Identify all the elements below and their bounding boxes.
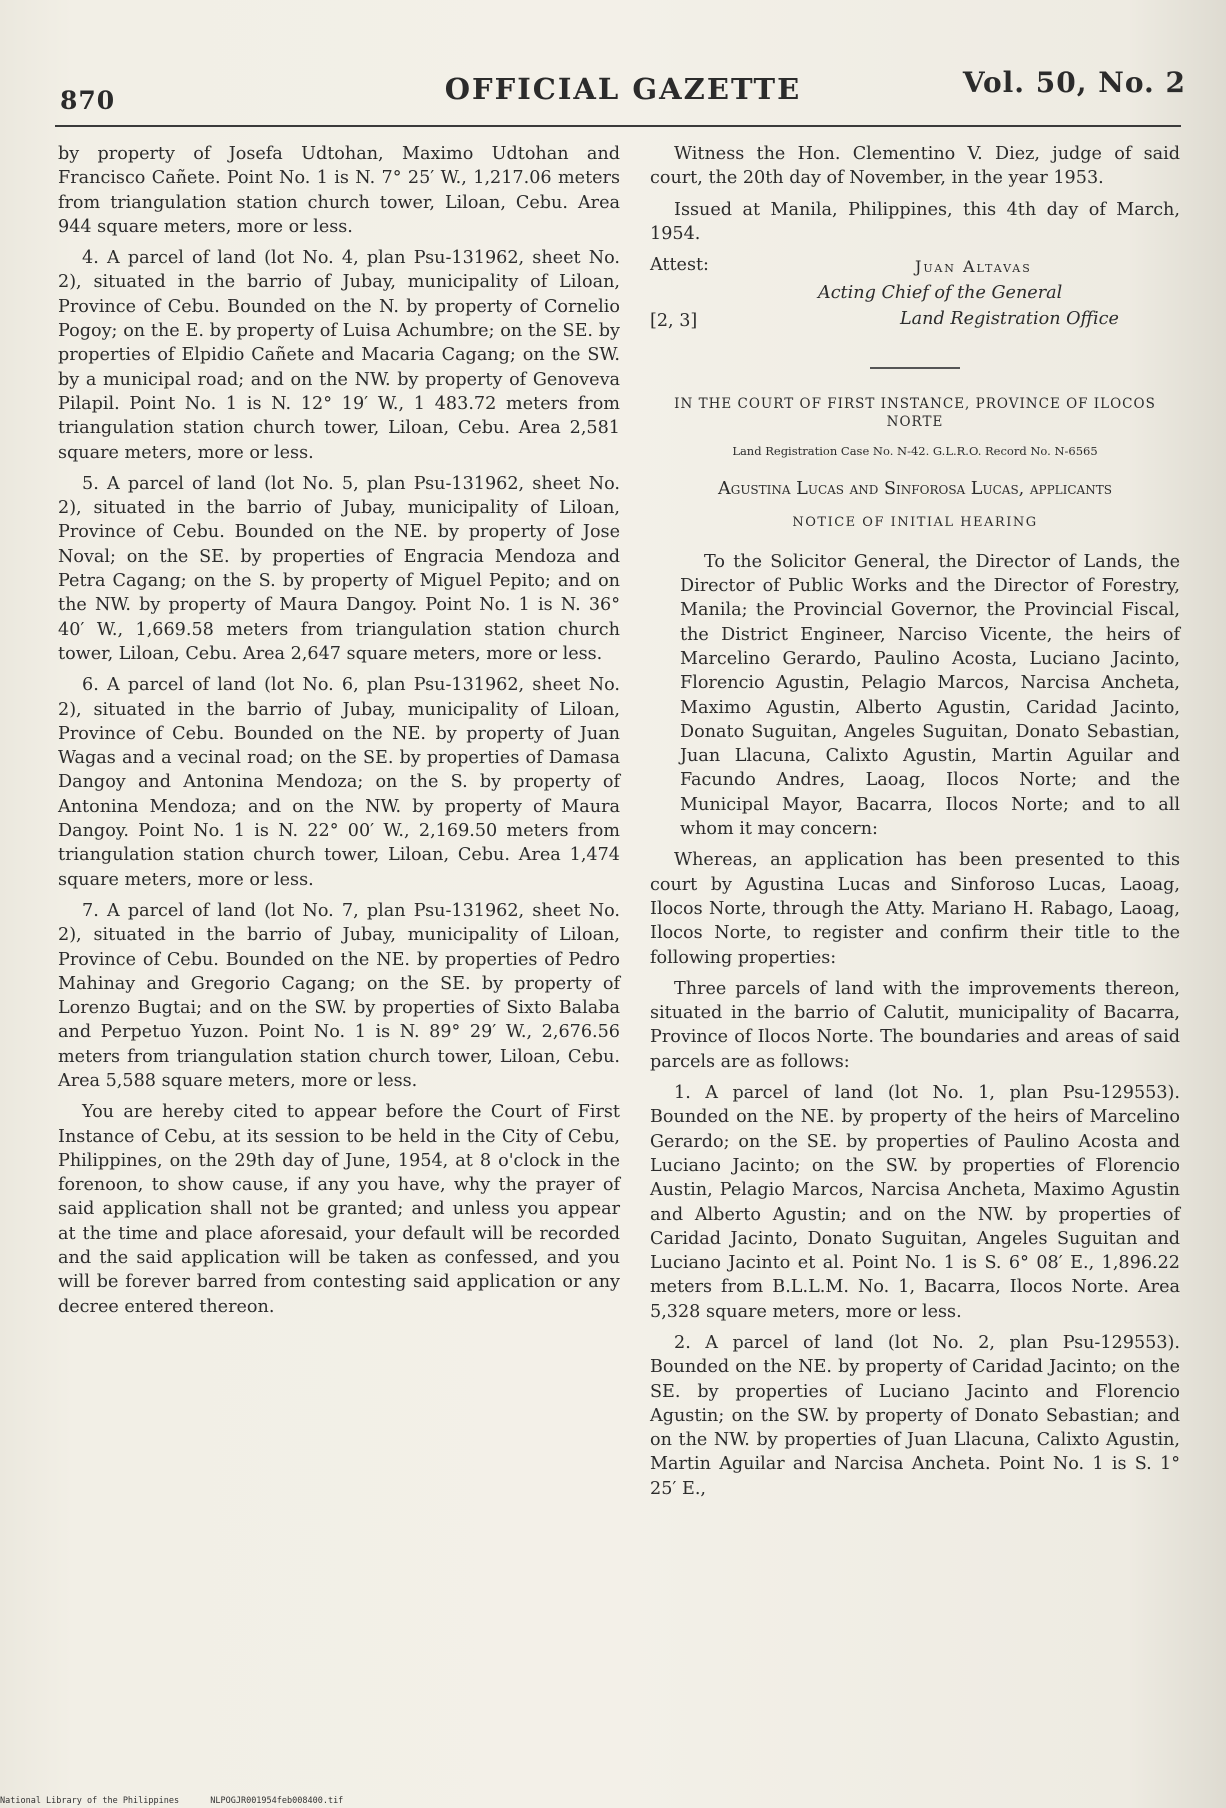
paragraph: 2. A parcel of land (lot No. 2, plan Psu-129553). Bounded on the NE. by property of Caridad Jacinto; on the SE. by properties of Luciano Jacinto and Florencio Agustin; on the SW. by property of Donato Sebastian; and on the NW. by properties of Juan Llacuna, Calixto Agustin, Martin Aguilar and Narcisa Ancheta. Point No. 1 is S. 1° 25′ E., (650, 1332, 1180, 1499)
court-heading: IN THE COURT OF FIRST INSTANCE, PROVINCE OF ILOCOS NORTE (674, 396, 1156, 431)
scan-file-name: NLPOGJR001954feb008400.tif (210, 1796, 344, 1806)
paragraph: 6. A parcel of land (lot No. 6, plan Psu-131962, sheet No. 2), situated in the barrio of Jubay, municipality of Liloan, Province of Cebu. Bounded on the NE. by property of Juan Wagas and a vecinal road; on the SE. by properties of Damasa Dangoy and Antonina Mendoza; on the S. by property of Antonina Mendoza; and on the NW. by property of Maura Dangoy. Point No. 1 is N. 22° 00′ W., 2,169.50 meters from triangulation station church tower, Liloan, Cebu. Area 1,474 square meters, more or less. (58, 675, 620, 890)
addressee-paragraph: To the Solicitor General, the Director of Lands, the Director of Public Works and the Director of Forestry, Manila; the Provincial Governor, the Provincial Fiscal, the District Engineer, Narciso Vicente, the heirs of Marcelino Gerardo, Paulino Acosta, Luciano Jacinto, Florencio Agustin, Pelagio Marcos, Narcisa Ancheta, Maximo Agustin, Alberto Agustin, Caridad Jacinto, Donato Suguitan, Angeles Suguitan, Donato Sebastian, Juan Llacuna, Calixto Agustin, Martin Aguilar and Facundo Andres, Laoag, Ilocos Norte; and the Municipal Mayor, Bacarra, Ilocos Norte; and to all whom it may concern: (680, 551, 1180, 840)
witness-paragraph: Witness the Hon. Clementino V. Diez, judge of said court, the 20th day of November, in the year 1953. (650, 144, 1180, 189)
signer-title-line-1: Acting Chief of the General (818, 283, 1063, 304)
right-column (650, 142, 1180, 1508)
publication-title: OFFICIAL GAZETTE (444, 72, 802, 106)
section-divider (870, 367, 960, 369)
signer-name: Juan Altavas (915, 257, 1032, 277)
paragraph: You are hereby cited to appear before the Court of First Instance of Cebu, at its session to be held in the City of Cebu, Philippines, on the 29th day of June, 1954, at 8 o'clock in the forenoon, to show cause, if any you have, why the prayer of said application shall not be granted; and unless you appear at the time and place aforesaid, your default will be recorded and the said application will be taken as confessed, and you will be forever barred from contesting said application or any decree entered thereon. (58, 1102, 620, 1317)
case-reference: Land Registration Case No. N-42. G.L.R.O. Record No. N-6565 (732, 444, 1098, 459)
issue-reference: [2, 3] (650, 311, 698, 332)
attestation-block (650, 253, 1180, 345)
header-rule (55, 125, 1181, 127)
paragraph: by property of Josefa Udtohan, Maximo Udtohan and Francisco Cañete. Point No. 1 is N. 7° 25′ W., 1,217.06 meters from triangulation station church tower, Liloan, Cebu. Area 944 square meters, more or less. (58, 144, 620, 237)
library-credit: National Library of the Philippines (0, 1796, 180, 1806)
paragraph: Three parcels of land with the improvements thereon, situated in the barrio of Calutit, municipality of Bacarra, Province of Ilocos Norte. The boundaries and areas of said parcels are as follows: (650, 978, 1180, 1072)
applicants-line: Agustina Lucas and Sinforosa Lucas, applicants (718, 479, 1112, 500)
notice-title: NOTICE OF INITIAL HEARING (792, 515, 1038, 531)
paragraph: 7. A parcel of land (lot No. 7, plan Psu-131962, sheet No. 2), situated in the barrio of Jubay, municipality of Liloan, Province of Cebu. Bounded on the NE. by properties of Pedro Mahinay and Gregorio Cagang; on the SE. by property of Lorenzo Bugtai; and on the SW. by properties of Sixto Balaba and Perpetuo Yuzon. Point No. 1 is N. 89° 29′ W., 2,676.56 meters from triangulation station church tower, Liloan, Cebu. Area 5,588 square meters, more or less. (58, 900, 620, 1091)
paragraph: 4. A parcel of land (lot No. 4, plan Psu-131962, sheet No. 2), situated in the barrio of Jubay, municipality of Liloan, Province of Cebu. Bounded on the N. by property of Cornelio Pogoy; on the E. by property of Luisa Achumbre; on the SE. by properties of Elpidio Cañete and Macaria Cagang; on the SW. by a municipal road; and on the NW. by property of Genoveva Pilapil. Point No. 1 is N. 12° 19′ W., 1 483.72 meters from triangulation station church tower, Liloan, Cebu. Area 2,581 square meters, more or less. (58, 248, 620, 463)
page-number: 870 (60, 86, 116, 115)
volume-number: Vol. 50, No. 2 (962, 66, 1186, 99)
left-column (58, 142, 620, 1326)
paragraph: 5. A parcel of land (lot No. 5, plan Psu-131962, sheet No. 2), situated in the barrio of Jubay, municipality of Liloan, Province of Cebu. Bounded on the NE. by property of Jose Noval; on the SE. by properties of Engracia Mendoza and Petra Cagang; on the S. by property of Miguel Pepito; and on the NW. by property of Maura Dangoy. Point No. 1 is N. 36° 40′ W., 1,669.58 meters from triangulation station church tower, Liloan, Cebu. Area 2,647 square meters, more or less. (58, 473, 620, 664)
page-header (60, 66, 1186, 116)
attest-label: Attest: (650, 255, 709, 276)
issued-paragraph: Issued at Manila, Philippines, this 4th day of March, 1954. (650, 199, 1180, 244)
signer-title-line-2: Land Registration Office (900, 309, 1119, 330)
paragraph: 1. A parcel of land (lot No. 1, plan Psu-129553). Bounded on the NE. by property of the heirs of Marcelino Gerardo; on the SE. by properties of Paulino Acosta and Luciano Jacinto; on the SW. by properties of Florencio Austin, Pelagio Marcos, Narcisa Ancheta, Maximo Agustin and Alberto Agustin; and on the NW. by properties of Caridad Jacinto, Donato Suguitan, Angeles Suguitan and Luciano Jacinto et al. Point No. 1 is S. 6° 08′ E., 1,896.22 meters from B.L.L.M. No. 1, Bacarra, Ilocos Norte. Area 5,328 square meters, more or less. (650, 1083, 1180, 1322)
scan-footer (0, 1796, 369, 1806)
paragraph: Whereas, an application has been presented to this court by Agustina Lucas and Sinforoso Lucas, Laoag, Ilocos Norte, through the Atty. Mariano H. Rabago, Laoag, Ilocos Norte, to register and confirm their title to the following properties: (650, 850, 1180, 968)
